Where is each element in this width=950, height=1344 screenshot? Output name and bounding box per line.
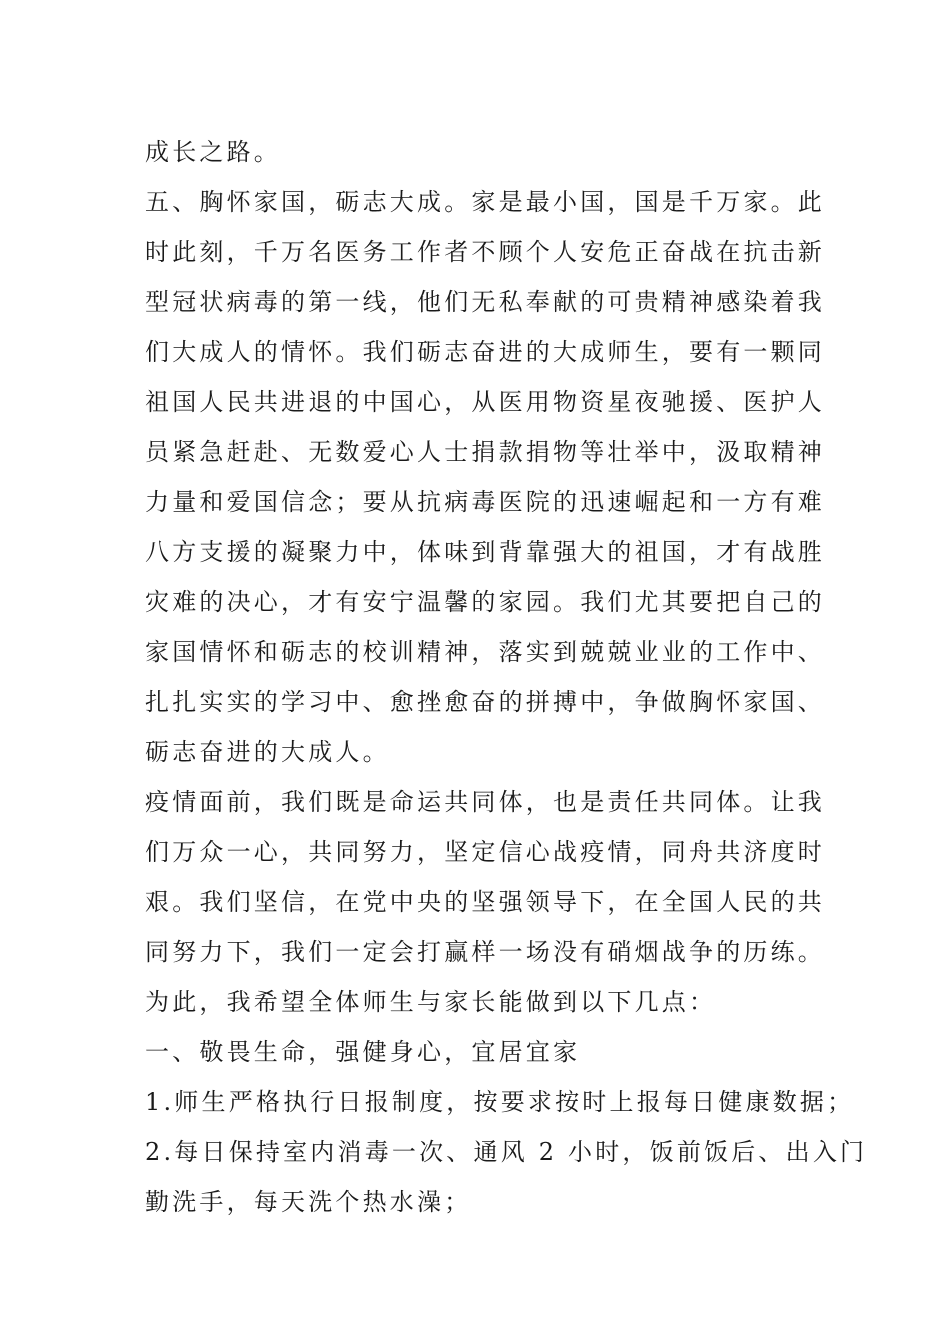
text-line: 型冠状病毒的第一线，他们无私奉献的可贵精神感染着我 (145, 288, 825, 316)
text-line: 五、胸怀家国，砺志大成。家是最小国，国是千万家。此 (145, 188, 825, 216)
text-line: 同努力下，我们一定会打赢样一场没有硝烟战争的历练。 (145, 938, 825, 966)
text-line: 八方支援的凝聚力中，体味到背靠强大的祖国，才有战胜 (145, 538, 825, 566)
text-line: 灾难的决心，才有安宁温馨的家园。我们尤其要把自己的 (145, 588, 825, 616)
text-line: 成长之路。 (145, 138, 281, 166)
text-line: 们万众一心，共同努力，坚定信心战疫情，同舟共济度时 (145, 838, 825, 866)
section-heading: 一、敬畏生命，强健身心，宜居宜家 (145, 1038, 581, 1066)
text-line: 时此刻，千万名医务工作者不顾个人安危正奋战在抗击新 (145, 238, 825, 266)
text-line: 力量和爱国信念；要从抗病毒医院的迅速崛起和一方有难 (145, 488, 825, 516)
text-line: 员紧急赶赴、无数爱心人士捐款捐物等壮举中，汲取精神 (145, 438, 825, 466)
text-line: 勤洗手，每天洗个热水澡； (145, 1188, 472, 1216)
text-line: 砺志奋进的大成人。 (145, 738, 390, 766)
list-item: 1.师生严格执行日报制度，按要求按时上报每日健康数据； (145, 1088, 855, 1116)
list-item: 2.每日保持室内消毒一次、通风 2 小时，饭前饭后、出入门 (145, 1138, 868, 1166)
text-line: 们大成人的情怀。我们砺志奋进的大成师生，要有一颗同 (145, 338, 825, 366)
text-line: 为此，我希望全体师生与家长能做到以下几点： (145, 988, 717, 1016)
text-line: 疫情面前，我们既是命运共同体，也是责任共同体。让我 (145, 788, 825, 816)
text-line: 家国情怀和砺志的校训精神，落实到兢兢业业的工作中、 (145, 638, 825, 666)
text-line: 祖国人民共进退的中国心，从医用物资星夜驰援、医护人 (145, 388, 825, 416)
text-line: 艰。我们坚信，在党中央的坚强领导下，在全国人民的共 (145, 888, 825, 916)
text-line: 扎扎实实的学习中、愈挫愈奋的拼搏中，争做胸怀家国、 (145, 688, 825, 716)
